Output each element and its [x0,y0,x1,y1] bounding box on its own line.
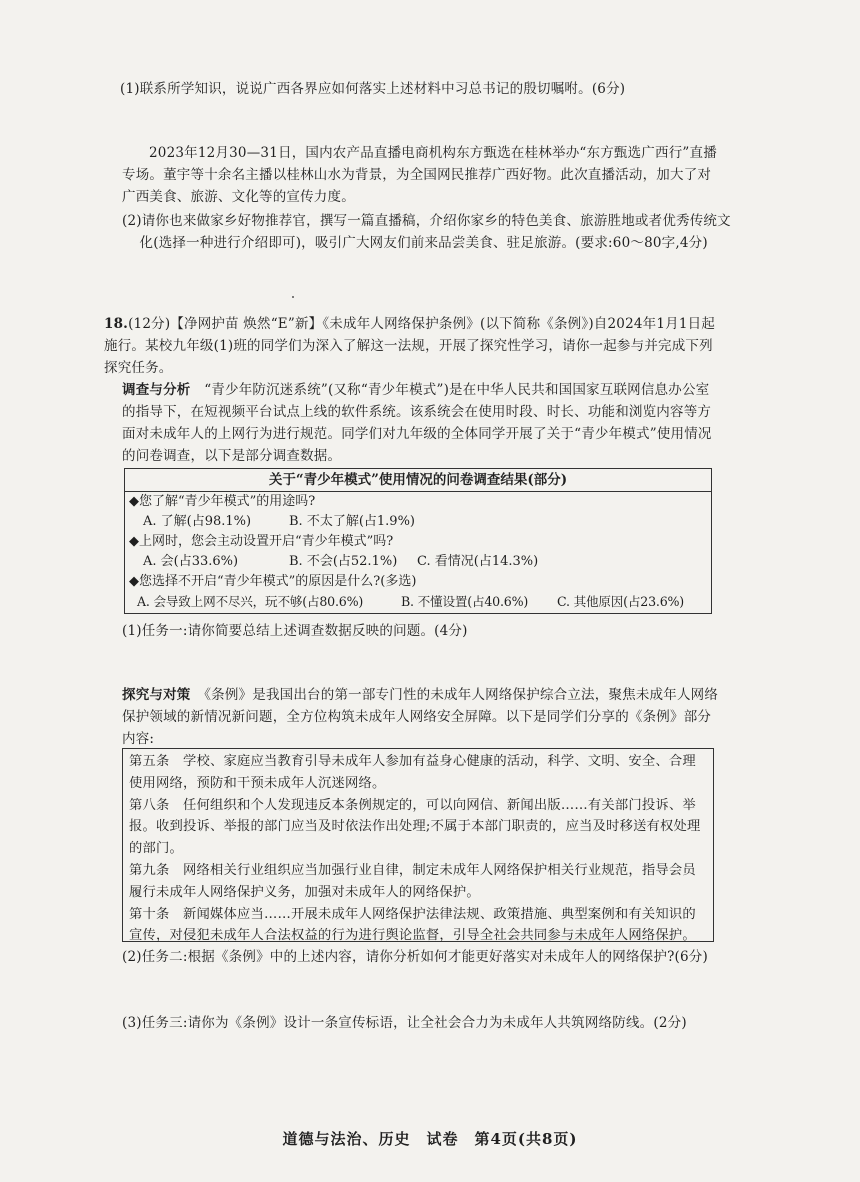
survey-options-2 [125,552,711,572]
q18-intro-text: (12分)【净网护苗 焕然“E”新】《未成年人网络保护条例》(以下简称《条例》)自2024年1月1日起施行。某校九年级(1)班的同学们为深入了解这一法规，开展了探究性学习，请你一起参与并完成下列探究任务。 [104,316,716,376]
article-5: 第五条 学校、家庭应当教育引导未成年人参加有益身心健康的活动，科学、文明、安全、合理使用网络，预防和干预未成年人沉迷网络。 [129,754,696,791]
q17-sub1: (1)联系所学知识，说说广西各界应如何落实上述材料中习总书记的殷切嘱咐。(6分) [120,81,626,97]
survey-option: B. 不懂设置(占40.6%) [401,594,529,609]
survey-question-2: ◆上网时，您会主动设置开启“青少年模式”吗? [129,534,394,549]
survey-box-title: 关于“青少年模式”使用情况的问卷调查结果(部分) [125,469,711,492]
article-9: 第九条 网络相关行业组织应当加强行业自律，制定未成年人网络保护相关行业规范，指导会员履行未成年人网络保护义务，加强对未成年人的网络保护。 [129,862,696,900]
survey-options-3 [125,592,711,612]
survey-option: A. 了解(占98.1%) [143,514,252,529]
survey-results-box [124,468,712,614]
article-8: 第八条 任何组织和个人发现违反本条例规定的，可以向网信、新闻出版……有关部门投诉、举报。收到投诉、举报的部门应当及时依法作出处理;不属于本部门职责的，应当及时移送有权处理的部门。 [129,797,701,857]
explore-section [122,684,720,750]
survey-option: A. 会导致上网不尽兴，玩不够(占80.6%) [137,594,364,609]
material-paragraph: 2023年12月30—31日，国内农产品直播电商机构东方甄选在桂林举办“东方甄选广西行”直播专场。董宇等十余名主播以桂林山水为背景，为全国网民推荐广西好物。此次直播活动，加大了对广西美食、旅游、文化等的宣传力度。 [122,145,717,205]
survey-heading: 调查与分析 [122,382,191,398]
scan-dot [292,296,294,298]
survey-options-1 [125,512,711,532]
survey-option: C. 看情况(占14.3%) [417,554,539,569]
q18-intro [104,313,720,379]
survey-option: A. 会(占33.6%) [143,554,239,569]
explore-heading: 探究与对策 [122,687,191,703]
page-footer: 道德与法治、历史 试卷 第4页(共8页) [282,1130,578,1148]
survey-section [122,379,720,467]
task1: (1)任务一:请你简要总结上述调查数据反映的问题。(4分) [122,623,468,639]
task3: (3)任务三:请你为《条例》设计一条宣传标语，让全社会合力为未成年人共筑网络防线。(2分) [122,1015,687,1031]
explore-text: 《条例》是我国出台的第一部专门性的未成年人网络保护综合立法，聚焦未成年人网络保护领域的新情况新问题，全方位构筑未成年人网络安全屏障。以下是同学们分享的《条例》部分内容: [122,687,719,747]
article-10: 第十条 新闻媒体应当……开展未成年人网络保护法律法规、政策措施、典型案例和有关知识的宣传，对侵犯未成年人合法权益的行为进行舆论监督，引导全社会共同参与未成年人网络保护。 [129,906,696,944]
survey-option: C. 其他原因(占23.6%) [557,594,684,609]
survey-question-1: ◆您了解“青少年模式”的用途吗? [129,494,316,509]
survey-question-3: ◆您选择不开启“青少年模式”的原因是什么?(多选) [129,574,417,589]
regulation-articles-box [122,748,714,942]
survey-text: “青少年防沉迷系统”(又称“青少年模式”)是在中华人民共和国国家互联网信息办公室的指导下，在短视频平台试点上线的软件系统。该系统会在使用时段、时长、功能和浏览内容等方面对未成年人的上网行为进行规范。同学们对九年级的全体同学开展了关于“青少年模式”使用情况的问卷调查，以下是部分调查数据。 [122,382,712,464]
survey-option: B. 不会(占52.1%) [289,554,398,569]
task2: (2)任务二:根据《条例》中的上述内容，请你分析如何才能更好落实对未成年人的网络保护?(6分) [122,949,708,965]
q18-number: 18. [104,316,129,332]
q17-sub2: (2)请你也来做家乡好物推荐官，撰写一篇直播稿，介绍你家乡的特色美食、旅游胜地或者优秀传统文化(选择一种进行介绍即可)，吸引广大网友们前来品尝美食、驻足旅游。(要求:60～80字,4分) [122,213,731,251]
survey-option: B. 不太了解(占1.9%) [289,514,415,529]
